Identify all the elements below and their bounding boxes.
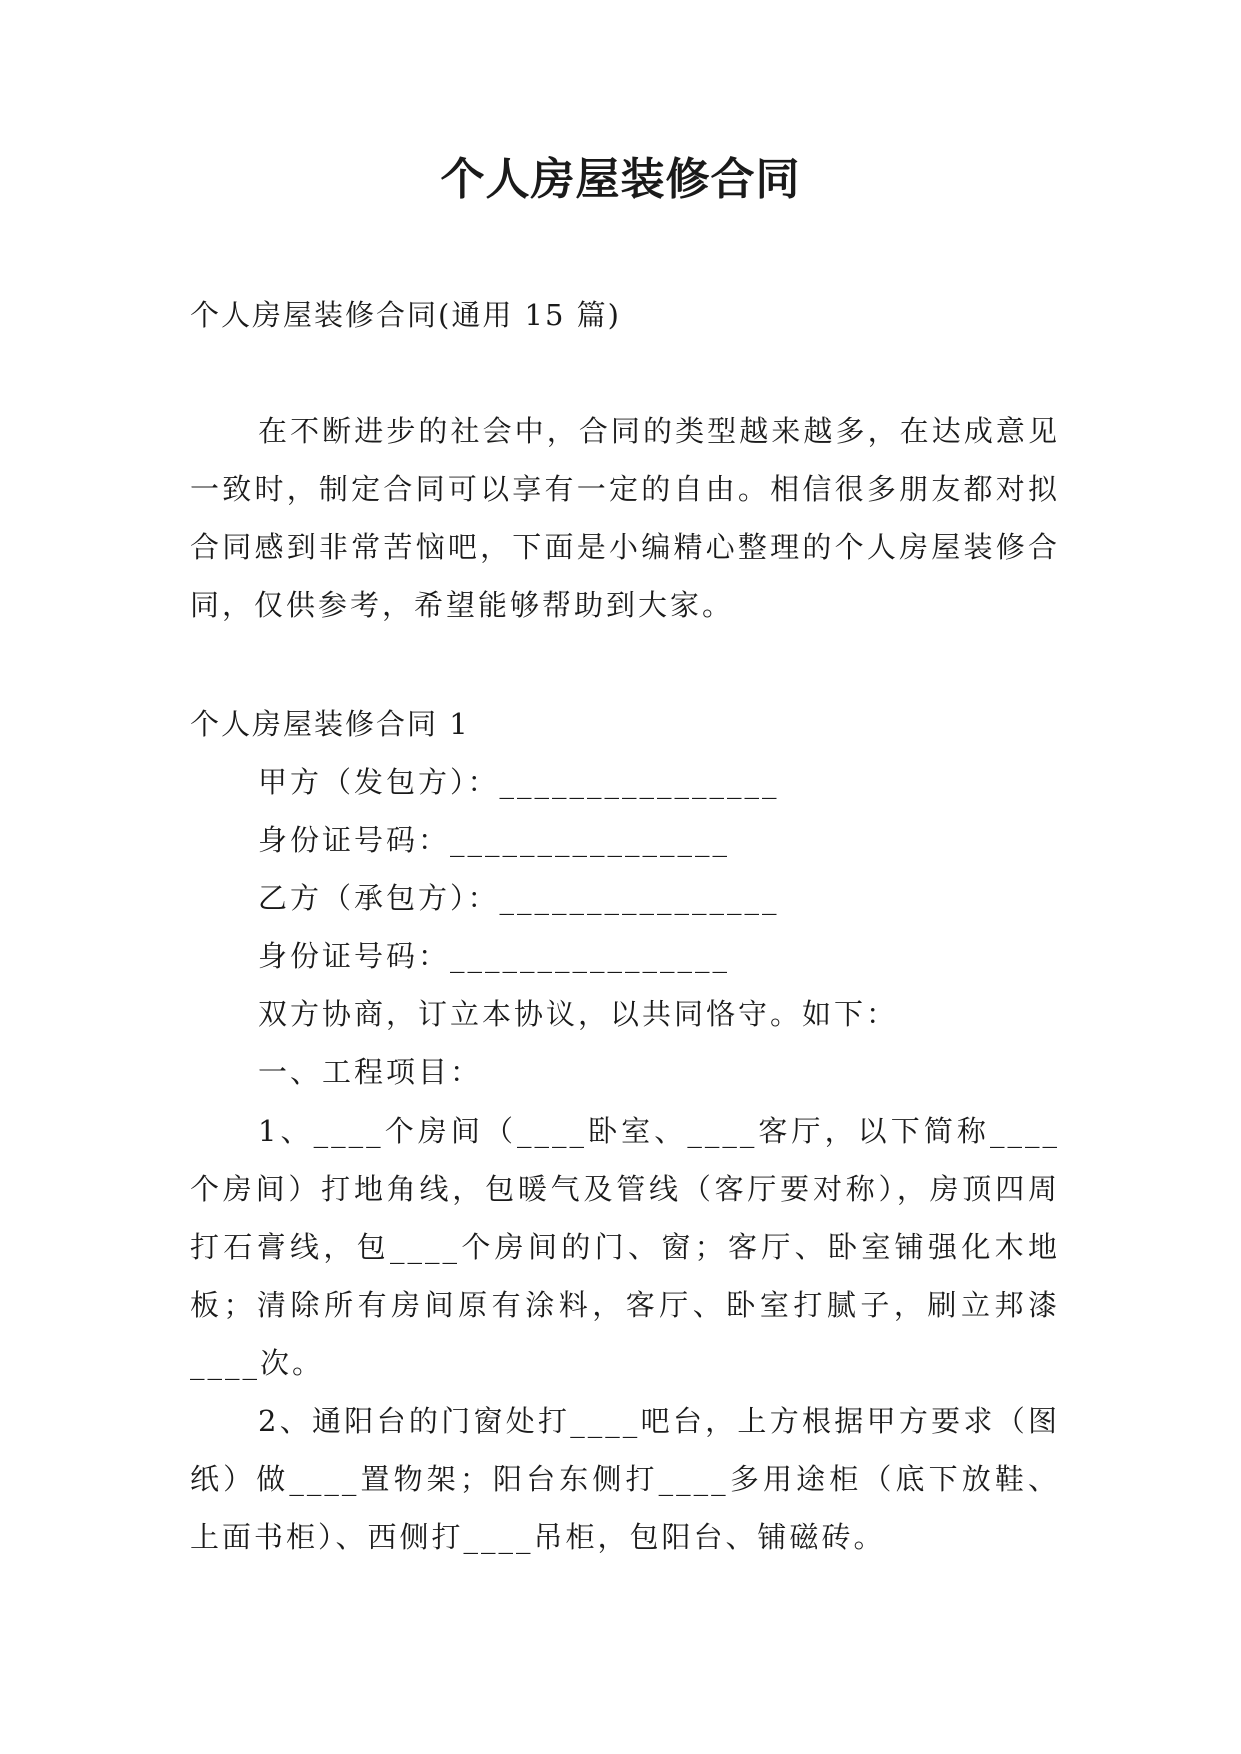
document-subtitle: 个人房屋装修合同(通用 15 篇) (190, 298, 621, 332)
party-b-line: 乙方（承包方）：________________ (258, 881, 780, 915)
agreement-line: 双方协商，订立本协议，以共同恪守。如下： (258, 997, 899, 1031)
party-a-line: 甲方（发包方）：________________ (258, 765, 780, 799)
party-a-id-line: 身份证号码：________________ (258, 823, 731, 857)
section-heading: 个人房屋装修合同 1 (190, 707, 470, 741)
document-title: 个人房屋装修合同 (440, 154, 801, 205)
project-item-1: 1、____个房间（____卧室、____客厅，以下简称____个房间）打地角线，包暖气及管线（客厅要对称），房顶四周打石膏线，包____个房间的门、窗；客厅、卧室铺强化木地板；清除所有房间原有涂料，客厅、卧室打腻子，刷立邦漆____次。 (190, 1114, 1060, 1380)
party-b-id-line: 身份证号码：________________ (258, 939, 731, 973)
intro-paragraph: 在不断进步的社会中，合同的类型越来越多，在达成意见一致时，制定合同可以享有一定的自由。相信很多朋友都对拟合同感到非常苦恼吧，下面是小编精心整理的个人房屋装修合同，仅供参考，希望能够帮助到大家。 (190, 414, 1060, 622)
project-heading: 一、工程项目： (258, 1055, 483, 1089)
project-item-2: 2、通阳台的门窗处打____吧台，上方根据甲方要求（图纸）做____置物架；阳台东侧打____多用途柜（底下放鞋、上面书柜）、西侧打____吊柜，包阳台、铺磁砖。 (190, 1404, 1060, 1554)
